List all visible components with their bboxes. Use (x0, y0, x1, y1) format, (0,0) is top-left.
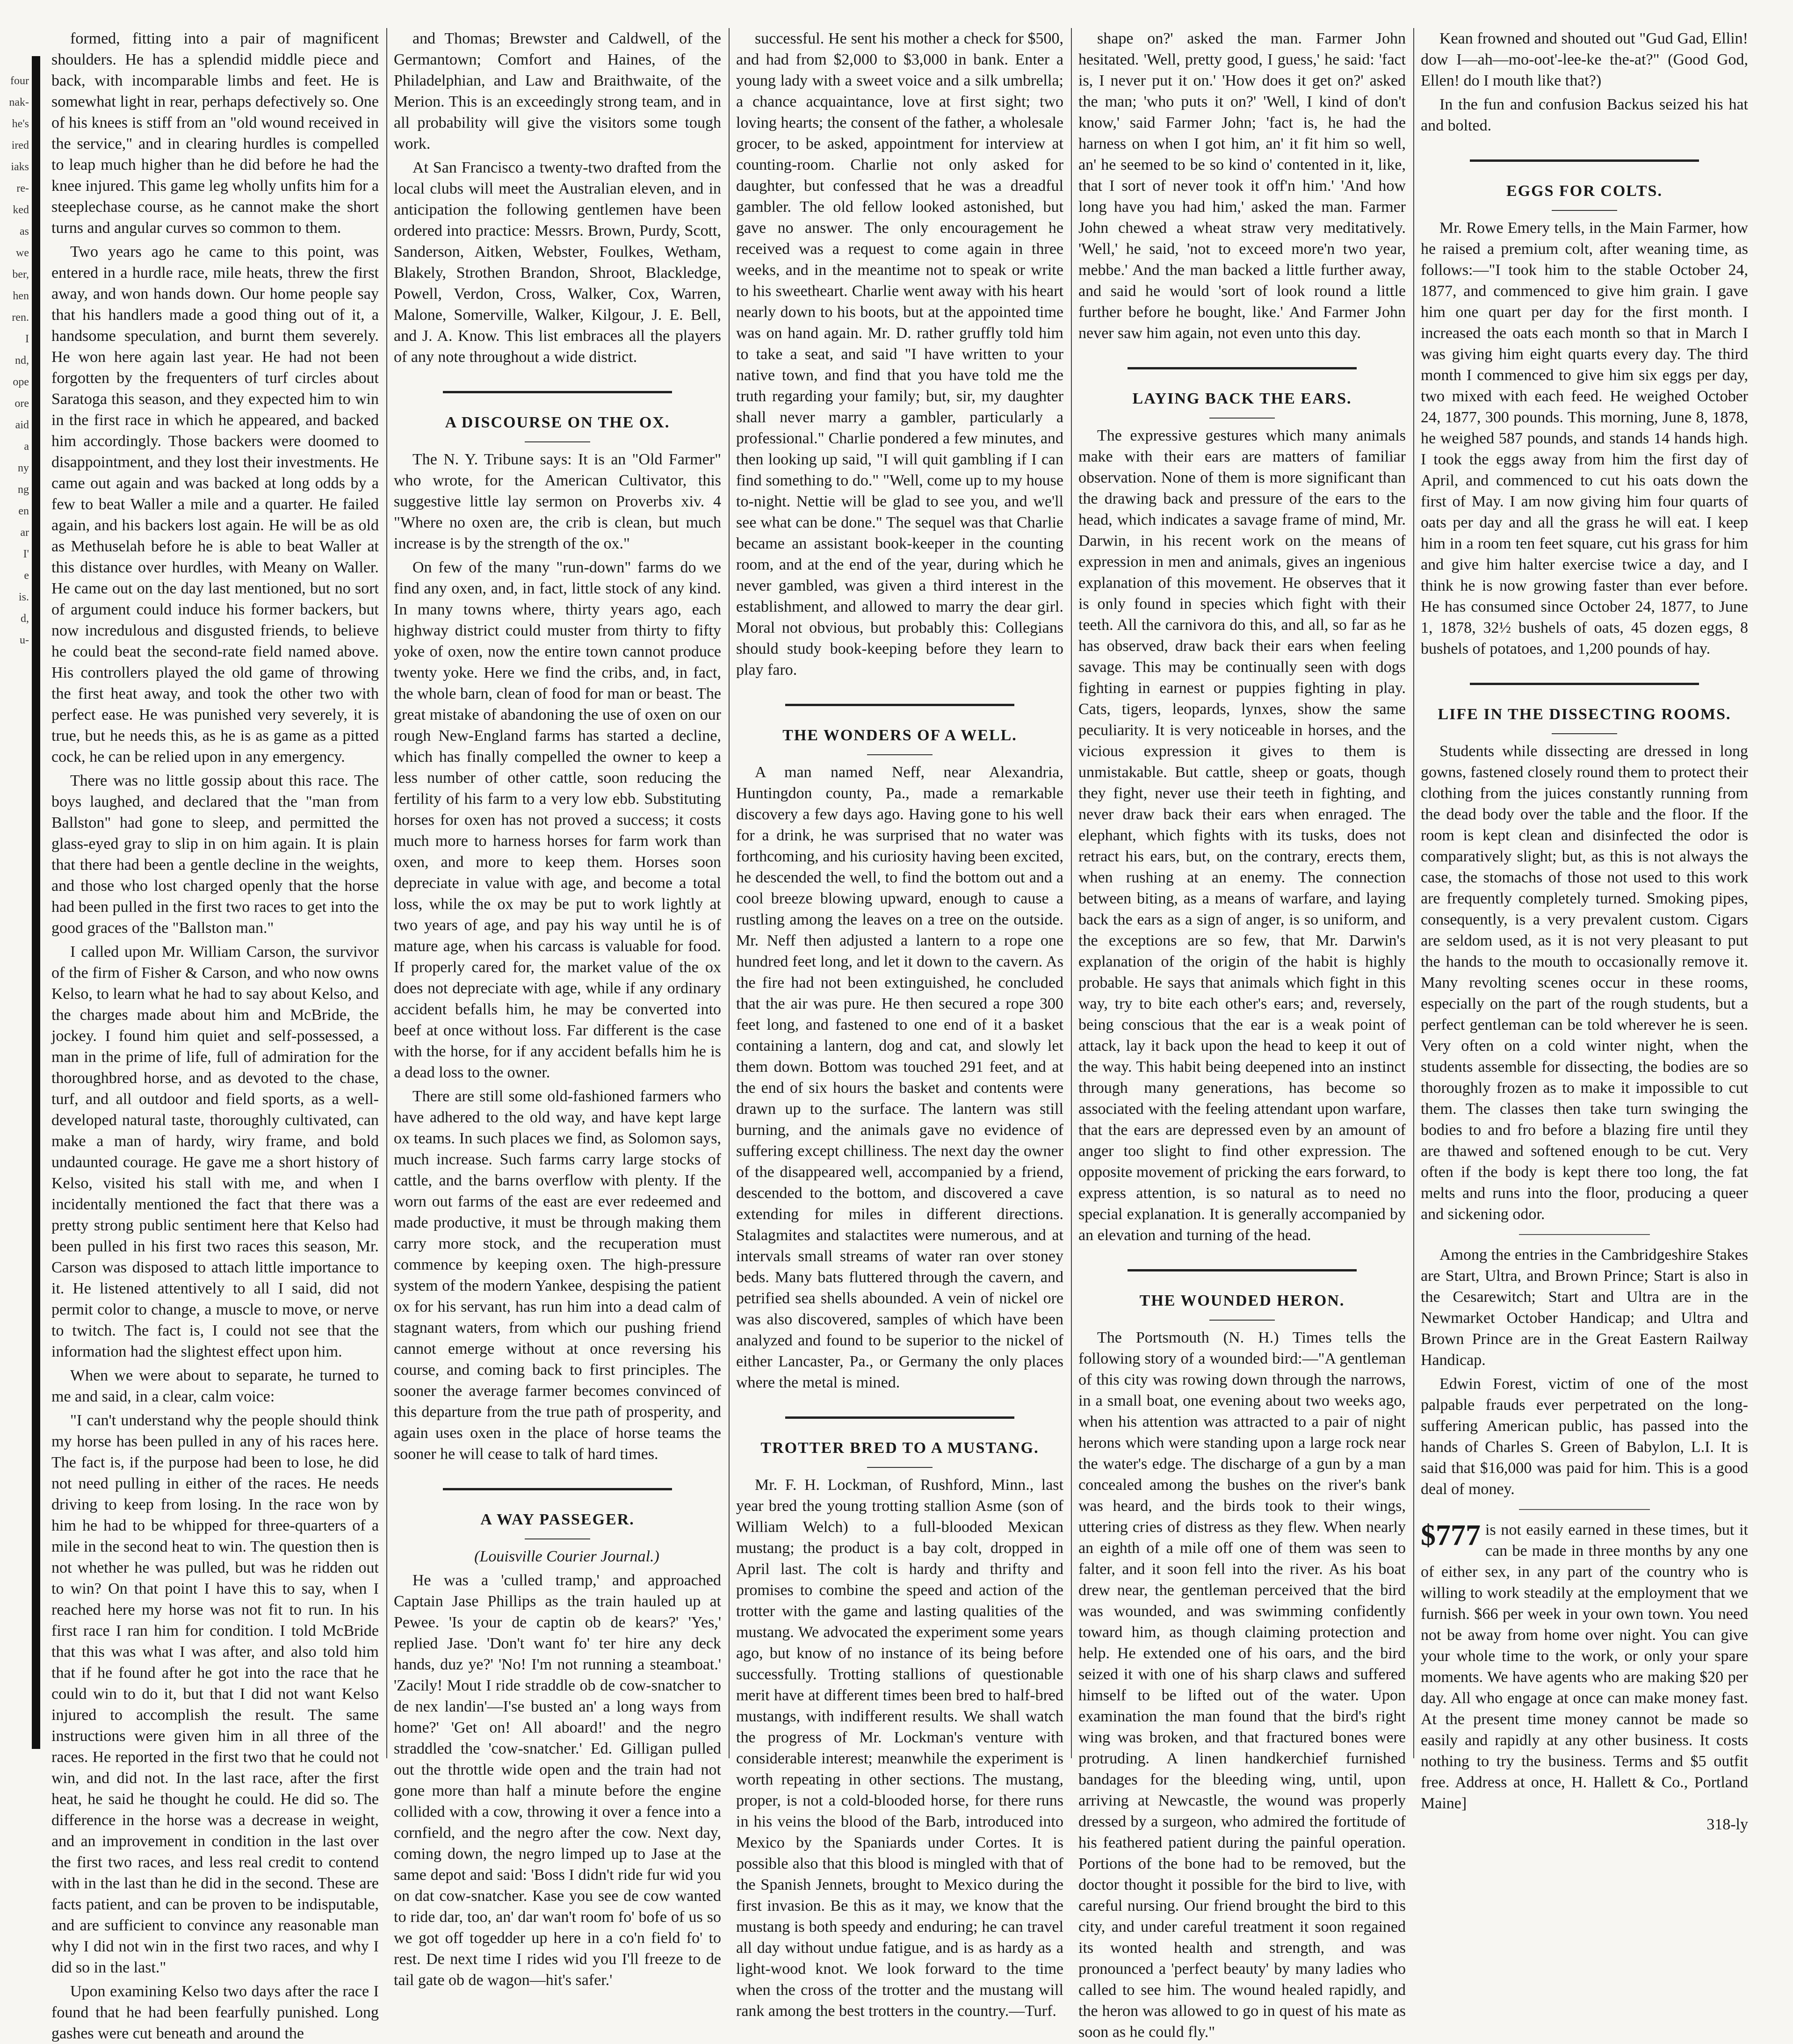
paragraph: successful. He sent his mother a check for $500, and had from $2,000 to $3,000 in bank. Enter a young lady with a sweet voice and a silk umbrella; a chance acquaintance, love at first sight; two loving hearts; the consent of the father, a wholesale grocer, to be asked, appointment for interview at counting-room. Charlie not only asked for daughter, but confessed that he was a dreadful gambler. The old fellow looked astonished, but gave no answer. The only encouragement he received was a request to come again in three weeks, and in the meantime not to speak or write to his sweetheart. Charlie went away with his heart nearly down to his boots, but at the appointed time was on hand again. Mr. D. rather gruffly told him to take a seat, and said "I have written to your native town, and find that you have told me the truth regarding your family; but, sir, my daughter shall never marry a gambler, particularly a professional." Charlie pondered a few minutes, and then looking up said, "I will quit gambling if I can find something to do." "Well, come up to my house to-night. Nettie will be glad to see you, and we'll see what can be done." The sequel was that Charlie became an assistant book-keeper in the counting room, and at the end of the year, during which he never gambled, was given a third interest in the establishment, and allowed to marry the dear girl. Moral not obvious, but probably this: Collegians should study book-keeping before they learn to play faro. (736, 30, 1063, 679)
paragraph: Mr. F. H. Lockman, of Rushford, Minn., last year bred the young trotting stallion Asme (son of William Welch) to a full-blooded Mexican mustang; the product is a bay colt, dropped in April last. The colt is hardy and thrifty and promises to combine the speed and action of the trotter with the game and lasting qualities of the mustang. We advocated the experiment some years ago, but know of no instance of its being before successfully. Trotting stallions of questionable merit have at different times been bred to half-bred mustangs, with indifferent results. We shall watch the progress of Mr. Lockman's venture with considerable interest; meanwhile the experiment is worth repeating in other sections. The mustang, proper, is not a cold-blooded horse, for there runs in his veins the blood of the Barb, introduced into Mexico by the Spaniards under Cortes. It is possible also that this blood is mingled with that of the Spanish Jennets, brought to Mexico during the first invasion. Be this as it may, we know that the mustang is both speedy and enduring; he can travel all day without undue fatigue, and is as hardy as a light-wood knot. We look forward to the time when the cross of the trotter and the mustang will rank among the best trotters in the country.—Turf. (736, 1476, 1063, 2020)
margin-fragment: hen (13, 290, 29, 302)
margin-fragment: en (18, 505, 29, 517)
margin-fragment: re- (16, 182, 29, 195)
section-rule (1470, 683, 1699, 685)
well-article (736, 762, 1063, 1393)
paragraph: "I can't understand why the people should think my horse has been pulled in any of his races here. The fact is, if the purpose had been to lose, he did not need pulling in either of the races. He needs driving to keep from losing. In the race won by him he had to be whipped for three-quarters of a mile in the second heat to win. The question then is not whether he was pulled, but was he ridden out to win? On that point I have this to say, when I reached here my horse was not fit to run. In his first race I ran him for condition. I told McBride that this was what I was after, and also told him that if he found after he got into the race that he could win to do it, but that I did not want Kelso injured to accomplish the result. The same instructions were given him in all three of the races. He reported in the first two that he could not win, and did not. In the last race, after the first heat, he said he thought he could. He did so. The difference in the horse was a decrease in weight, and an improvement in condition in the last over the first two races, and less real credit to contend with in the last than he did in the second. These are facts patient, and can be proven to be indisputable, and are sufficient to convince any reasonable man why I did not win in the first two races, and why I did so in the last." (51, 1412, 379, 1976)
kelso-article (51, 28, 379, 2044)
heading-underline (1552, 733, 1617, 734)
paragraph: The Portsmouth (N. H.) Times tells the following story of a wounded bird:—"A gentleman of this city was rowing down through the narrows, in a small boat, one evening about two weeks ago, when his attention was attracted to a pair of night herons which were standing upon a large rock near the water's edge. The discharge of a gun by a man concealed among the bushes on the river's bank was heard, and the birds took to their wings, uttering cries of distress as they flew. When nearly an eighth of a mile off one of them was seen to falter, and it soon fell into the river. As his boat drew near, the gentleman perceived that the bird was wounded, and was swimming confidently toward him, as though claiming protection and help. He extended one of his oars, and the bird seized it with one of his sharp claws and suffered himself to be lifted out of the water. Upon examination the man found that the bird's right wing was broken, and that fractured bones were protruding. A linen handkerchief furnished bandages for the bleeding wing, until, upon arriving at Newcastle, the wound was properly dressed by a surgeon, who admired the fortitude of his feathered patient during the painful operation. Portions of the bone had to be removed, but the doctor thought it possible for the bird to live, with careful nursing. Our friend brought the bird to this city, and under careful treatment it soon regained its wonted health and strength, and was pronounced a 'perfect beauty' by many ladies who called to see him. The wound healed rapidly, and the heron was allowed to go in quest of his mate as soon as he could fly." (1078, 1329, 1406, 2041)
binding-edge (32, 56, 40, 1749)
charlie-article-end (736, 28, 1063, 680)
margin-fragments (0, 70, 29, 651)
eggs-heading: EGGS FOR COLTS. (1506, 182, 1663, 200)
section-rule (443, 1488, 672, 1490)
way-passenger-article (394, 1570, 721, 1991)
heading-underline (525, 441, 590, 442)
dissecting-heading: LIFE IN THE DISSECTING ROOMS. (1438, 706, 1731, 723)
column-rule (386, 28, 387, 1758)
margin-fragment: nd, (15, 354, 29, 367)
heron-heading: THE WOUNDED HERON. (1139, 1292, 1345, 1309)
ad-text: is not easily earned in these times, but it can be made in three months by any one of either sex, in any part of the country who is willing to work steadily at the employment that we furnish. $66 per week in your own town. You need not be away from home over night. You can give your whole time to the work, or only your spare moments. We have agents who are making $20 per day. All who engage at once can make money fast. At the present time money cannot be made so easily and rapidly at any other business. It costs nothing to try the business. Terms and $5 outfit free. Address at once, H. Hallett & Co., Portland Maine] (1421, 1521, 1748, 1812)
cricket-article-end (394, 28, 721, 368)
column-1 (51, 28, 379, 2042)
margin-fragment: a (24, 441, 29, 453)
heading-underline (525, 1538, 590, 1539)
ears-article (1078, 425, 1406, 1246)
column-3 (736, 28, 1063, 2020)
paragraph: Students while dissecting are dressed in long gowns, fastened closely round them to protect their clothing from the juices constantly running from the dead body over the table and the floor. If the room is kept clean and disinfected the odor is comparatively slight; but, as this is not always the case, the stomachs of those not used to this work are frequently completely turned. Smoking pipes, consequently, is a very prevalent custom. Cigars are seldom used, as it is not very pleasant to put the hands to the mouth to occasionally remove it. Many revolting scenes occur in these rooms, especially on the part of the rough students, but a perfect gentleman can be told wherever he is seen. Very often on a cold winter night, when the students assemble for dissecting, the bodies are so thoroughly frozen as to make it impossible to cut them. The classes then take turn swinging the bodies to and fro before a blazing fire until they are thawed and softened enough to be cut. Very often if the body is kept there too long, the fat melts and runs into the floor, producing a queer and sickening odor. (1421, 743, 1748, 1223)
section-rule (1470, 159, 1699, 162)
paragraph: Upon examining Kelso two days after the race I found that he had been fearfully punished. Long gashes were cut beneath and around the (51, 1983, 379, 2042)
paragraph: The N. Y. Tribune says: It is an "Old Farmer" who wrote, for the American Cultivator, this suggestive little lay sermon on Proverbs xiv. 4 "Where no oxen are, the crib is clean, but much increase is by the strength of the ox." (394, 451, 721, 552)
column-rule (1413, 28, 1414, 1758)
heading-underline (1209, 418, 1275, 419)
paragraph: Mr. Rowe Emery tells, in the Main Farmer, how he raised a premium colt, after weaning time, as follows:—"I took him to the stable October 24, 1877, and commenced to give him grain. I gave him one quart per day for the first month. I increased the oats each month so that in March I was giving him eight quarts every day. The third month I commenced to give him six eggs per day, two mixed with each feed. He weighed October 24, 1877, 300 pounds. This morning, June 8, 1878, he weighed 587 pounds, and stands 14 hands high. I took the eggs away from him the first day of April, and commenced to cut his oats down the first of May. I am now giving him four quarts of oats per day and all the grass he will eat. I keep him in a room ten feet square, cut his grass for him and give him halter exercise twice a day, and I think he is now growing faster than ever before. He has consumed since October 24, 1877, to June 1, 1878, 32½ bushels of oats, 45 dozen eggs, 8 bushels of potatoes, and 1,200 pounds of hay. (1421, 219, 1748, 657)
margin-fragment: four (10, 75, 29, 87)
heading-underline (867, 1467, 933, 1468)
column-rule (1071, 28, 1072, 1758)
section-rule (1128, 1269, 1357, 1271)
paragraph: I called upon Mr. William Carson, the survivor of the firm of Fisher & Carson, and who now owns Kelso, to learn what he had to say about Kelso, and the charges made about him and McBride, the jockey. I found him quiet and self-possessed, a man in the prime of life, full of admiration for the thoroughbred horse, and as devoted to the chase, turf, and all outdoor and field sports, as a well-developed natural taste, thoroughly cultivated, can make a man of hardy, wiry frame, and bold undaunted courage. He gave me a short history of Kelso, visited his stall with me, and when I incidentally mentioned the fact that there was a pretty strong public sentiment here that Kelso had been pulled in his first two races this season, Mr. Carson was disposed to attach little importance to it. He listened attentively to all I said, did not permit color to change, a muscle to move, or nerve to twitch. The fact is, I could not see that the information had the slightest effect upon him. (51, 943, 379, 1360)
margin-fragment: we (16, 247, 29, 259)
margin-fragment: ber, (12, 268, 29, 281)
margin-fragment: ked (13, 204, 29, 216)
paragraph: The expressive gestures which many animals make with their ears are matters of familiar observation. None of them is more significant than the drawing back and pressure of the ears to the head, which indicates a savage frame of mind, Mr. Darwin, in his recent work on the means of expression in men and animals, gives an ingenious explanation of this movement. He observes that it is only found in species which fight with their teeth. All the carnivora do this, and all, so far as he has observed, draw back their ears when feeling savage. This may be continually seen with dogs fighting in earnest or puppies fighting in play. Cats, tigers, leopards, lynxes, show the same peculiarity. It is very noticeable in horses, and the vicious expression it gives to them is unmistakable. But cattle, sheep or goats, though they fight, never use their teeth in fighting, and never draw back their ears when enraged. The elephant, which fights with its tusks, does not retract his ears, but, on the contrary, erects them, when rushing at an enemy. The connection between biting, as a means of warfare, and laying back the ears as a sign of anger, is so uniform, and the exceptions are so few, that Mr. Darwin's explanation of the origin of the habit is highly probable. He says that animals which fight in this way, try to bite each other's ears; and, reversely, being conscious that the ear is a weak point of attack, lay it back upon the head to keep it out of the way. This habit being deepened into an instinct through many generations, has become so associated with the feeling attendant upon warfare, that the ears are depressed even by an amount of anger too slight to find other expression. The opposite movement of pricking the ears forward, to express attention, is so natural as to need no special explanation. It is generally accompanied by an elevation and turning of the head. (1078, 427, 1406, 1244)
paragraph: On few of the many "run-down" farms do we find any oxen, and, in fact, little stock of any kind. In many towns where, thirty years ago, each highway district could muster from thirty to fifty yoke of oxen, now the entire town cannot produce twenty yoke. Here we find the cribs, and, in fact, the whole barn, clean of food for man or beast. The great mistake of abandoning the use of oxen on our rough New-England farms has started a decline, which has finally compelled the owner to keep a less number of other cattle, soon reducing the fertility of his farm to a very low ebb. Substituting horses for oxen has not proved a success; it costs much more to harness horses for farm work than oxen, and more to keep them. Horses soon depreciate in value with age, and become a total loss, while the ox may be put to work lightly at two years of age, and pay his way until he is of mature age, when his carcass is valuable for food. If properly cared for, the market value of the ox does not depreciate with age, while if any ordinary accident befalls him, he may be converted into beef at once without loss. Far different is the case with the horse, for if any accident befalls him he is a dead loss to the owner. (394, 559, 721, 1081)
advertisement (1421, 1519, 1748, 1835)
column-5 (1421, 28, 1748, 1833)
column-2 (394, 28, 721, 1989)
racing-notes (1421, 1244, 1748, 1500)
column-rule (729, 28, 730, 1758)
paragraph: He was a 'culled tramp,' and approached Captain Jase Phillips as the train hauled up at Pewee. 'Is your de captin ob de kears?' 'Yes,' replied Jase. 'Don't want fo' ter hire any deck hands, duz ye?' 'No! I'm not running a steamboat.' 'Zacily! Mout I ride straddle ob de cow-snatcher to de nex landin'—I'se busted an' a long ways from home?' 'Get on! All aboard!' and the negro straddled the 'cow-snatcher.' Ed. Gilligan pulled out the throttle wide open and the train had not gone more than half a minute before the engine collided with a cow, throwing it over a fence into a cornfield, and the negro after the cow. Next day, coming down, the negro limped up to Jase at the same depot and said: 'Boss I didn't ride fur wid you on dat cow-snatcher. Kase you see de cow wanted to ride dar, too, an' dar wan't room fo' bofe of us so we got off togedder up here in a co'n field fo' to rest. De next time I rides wid you I'll freeze to de tail gate ob de wagon—hit's safer.' (394, 1572, 721, 1989)
eggs-article (1421, 217, 1748, 659)
paragraph: and Thomas; Brewster and Caldwell, of the Germantown; Comfort and Haines, of the Philadelphian, and Law and Braithwaite, of the Merion. This is an exceedingly strong team, and in all probability will give the visitors some tough work. (394, 30, 721, 152)
well-heading: THE WONDERS OF A WELL. (782, 727, 1017, 744)
margin-fragment: ore (14, 397, 29, 410)
paragraph: Edwin Forest, victim of one of the most palpable frauds ever perpetrated on the long-suffering American public, has passed into the hands of Charles S. Green of Babylon, L.I. It is said that $16,000 was paid for him. This is a good deal of money. (1421, 1375, 1748, 1498)
paragraph: In the fun and confusion Backus seized his hat and bolted. (1421, 96, 1748, 134)
trotter-heading: TROTTER BRED TO A MUSTANG. (760, 1439, 1039, 1457)
trotter-article (736, 1474, 1063, 2022)
column-4 (1078, 28, 1406, 2041)
paragraph: Two years ago he came to this point, was entered in a hurdle race, mile heats, threw the first away, and won hands down. Our home people say that his handlers made a good thing out of it, a handsome speculation, and burnt them severely. He won here again last year. He had not been forgotten by the frequenters of turf circles about Saratoga this season, and they expected him to win in the first race in which he appeared, and backed him accordingly. Those backers were doomed to disappointment, and they lost their investments. He came out again and was backed at long odds by a few to beat Waller a mile and a quarter. He failed again, and his backers lost again. He will be as old as Methuselah before he is able to beat Waller at this distance over hurdles, with Meany on Waller. He came out on the day last mentioned, but no sort of argument could induce his former backers, but now incredulous and disgusted friends, to believe he could beat the second-rate field named above. His controllers played the old game of throwing the first heat away, and took the other two with perfect ease. He was punished very severely, it is true, but he needs this, as he is as game as a pitted cock, he can be relied upon in any emergency. (51, 243, 379, 766)
margin-fragment: ope (13, 376, 29, 388)
margin-fragment: is. (18, 591, 29, 603)
paragraph: shape on?' asked the man. Farmer John hesitated. 'Well, pretty good, I guess,' he said: 'fact is, I never put it on.' 'How does it get on?' asked the man; 'who puts it on?' 'Well, I kind of don't know,' said Farmer John; 'fact is, he had the harness on when I got him, an' it fit him so well, an' he seemed to be so kind o' contented in it, like, that I sort of never took it off'n him.' 'And how long have you had him,' asked the man. Farmer John chewed a wheat straw very meditatively. 'Well,' he said, 'not to exceed more'n two year, mebbe.' And the man backed a little further away, and said he would 'sort of look round a little further before he bought, like.' And Farmer John never saw him again, not even unto this day. (1078, 30, 1406, 342)
margin-fragment: I' (23, 548, 29, 560)
margin-fragment: ired (11, 139, 29, 152)
paragraph: formed, fitting into a pair of magnificent shoulders. He has a splendid middle piece and back, with incomparable limbs and feet. He is somewhat light in rear, perhaps defectively so. One of his knees is stiff from an "old wound received in the service," and in clearing hurdles is compelled to leap much higher than he did before he had the knee injured. This game leg wholly unfits him for a steeplechase course, as he cannot make the short turns and angular curves so common to them. (51, 30, 379, 237)
margin-fragment: I (25, 333, 29, 345)
paragraph: Among the entries in the Cambridgeshire Stakes are Start, Ultra, and Brown Prince; Start is also in the Cesarewitch; Start and Ultra are in the Newmarket October Handicap; and Ultra and Brown Prince are in the Great Eastern Railway Handicap. (1421, 1246, 1748, 1369)
margin-fragment: ny (18, 462, 29, 474)
margin-fragment: e (24, 570, 29, 582)
heading-underline (867, 754, 933, 755)
ad-reference: 318-ly (1706, 1816, 1748, 1833)
section-rule (443, 391, 672, 393)
ears-heading: LAYING BACK THE EARS. (1132, 390, 1352, 407)
heading-underline (1552, 210, 1617, 211)
margin-fragment: ng (18, 484, 29, 496)
kean-article-end (1421, 28, 1748, 136)
paragraph: A man named Neff, near Alexandria, Huntingdon county, Pa., made a remarkable discovery a few days ago. Having gone to his well for a drink, he was surprised that no water was forthcoming, and his curiosity having been excited, he descended the well, to find the bottom out and a cool breeze blowing upward, enough to cause a rustling among the leaves on a tree on the outside. Mr. Neff then adjusted a lantern to a rope one hundred feet long, and let it down to the cavern. As the fire had not been extinguished, he concluded that the air was pure. He then secured a rope 300 feet long, and fastened to one end of it a basket containing a lantern, dog and cat, and slowly let them down. Bottom was touched 291 feet, and at the end of six hours the basket and contents were drawn up to the surface. The lantern was still burning, and the animals gave no evidence of suffering except chilliness. The next day the owner of the disappeared well, accompanied by a friend, descended to the bottom, and discovered a cave extending for miles in different directions. Stalagmites and stalactites were numerous, and at intervals small streams of water ran over stoney beds. Many bats fluttered through the cavern, and petrified sea shells abounded. A vein of nickel ore was also discovered, samples of which have been analyzed and found to be superior to the nickel of either Lancaster, Pa., or Germany the only places where the metal is mined. (736, 764, 1063, 1391)
paragraph: There are still some old-fashioned farmers who have adhered to the old way, and have kept large ox teams. In such places we find, as Solomon says, much increase. Such farms carry large stocks of cattle, and the barns overflow with plenty. If the worn out farms of the east are ever redeemed and made productive, it must be through making them carry more stock, and the recuperation must commence by keeping oxen. The high-pressure system of the modern Yankee, despising the patient ox for his servant, has run him into a dead calm of stagnant waters, from which our pushing friend cannot emerge without at once reversing his course, and coming back to first principles. The sooner the average farmer becomes convinced of this departure from the true path of prosperity, and again uses oxen in the place of horse teams the sooner he will cease to talk of hard times. (394, 1088, 721, 1463)
section-rule (1519, 1509, 1650, 1510)
dissecting-article (1421, 741, 1748, 1225)
section-rule (785, 704, 1014, 706)
margin-fragment: aid (15, 419, 29, 431)
paragraph: At San Francisco a twenty-two drafted from the local clubs will meet the Australian eleven, and in anticipation the following gentlemen have been ordered into practice: Messrs. Brown, Purdy, Scott, Sanderson, Aitken, Webster, Foulkes, Wetham, Blakely, Strothen Brandon, Shroot, Blackledge, Powell, Verdon, Cross, Walker, Cox, Warren, Malone, Somerville, Walker, Kilgour, J. E. Bell, and J. A. Know. This list embraces all the players of any note throughout a wide district. (394, 159, 721, 366)
ox-heading: A DISCOURSE ON THE OX. (445, 414, 670, 431)
heading-underline (1209, 1320, 1275, 1321)
margin-fragment: ar (20, 527, 29, 539)
farmer-john-article-end (1078, 28, 1406, 344)
way-passenger-heading: A WAY PASSEGER. (480, 1511, 635, 1528)
margin-fragment: ren. (12, 311, 29, 324)
ad-amount: $777 (1421, 1518, 1481, 1552)
margin-fragment: nak- (9, 96, 29, 108)
section-rule (1128, 367, 1357, 369)
way-passenger-byline: (Louisville Courier Journal.) (474, 1548, 659, 1565)
margin-fragment: as (20, 225, 29, 238)
paragraph: When we were about to separate, he turned to me and said, in a clear, calm voice: (51, 1367, 379, 1405)
ox-article (394, 449, 721, 1465)
margin-fragment: iaks (11, 161, 29, 173)
paragraph: Kean frowned and shouted out "Gud Gad, Ellin! dow I—ah—mo-oot'-lee-ke the-at?" (Good God, Ellen! do I mouth like that?) (1421, 30, 1748, 89)
section-rule (1519, 1234, 1650, 1235)
paragraph: There was no little gossip about this race. The boys laughed, and declared that the "man from Ballston" had gone to sleep, and permitted the glass-eyed gray to slip in on him again. It is plain that there had been a gentle decline in the weights, and those who lost charged openly that the horse had been pulled in the first two races to get into the good graces of the "Ballston man." (51, 772, 379, 937)
margin-fragment: d, (21, 613, 29, 625)
section-rule (785, 1416, 1014, 1419)
margin-fragment: u- (20, 634, 29, 646)
heron-article (1078, 1327, 1406, 2043)
margin-fragment: he's (12, 118, 29, 130)
